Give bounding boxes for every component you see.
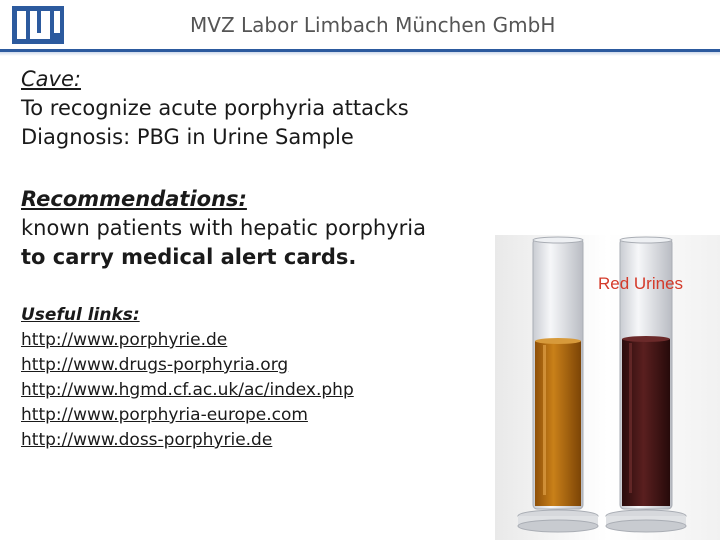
cave-line-2: Diagnosis: PBG in Urine Sample bbox=[21, 125, 354, 149]
recommendations-section bbox=[21, 185, 491, 272]
link-porphyria-europe[interactable]: http://www.porphyria-europe.com bbox=[21, 405, 308, 425]
header-rule-shadow bbox=[0, 52, 720, 56]
cave-section bbox=[21, 65, 491, 152]
limbach-logo-icon bbox=[12, 6, 64, 44]
organization-name: MVZ Labor Limbach München GmbH bbox=[190, 13, 556, 37]
link-doss-porphyrie[interactable]: http://www.doss-porphyrie.de bbox=[21, 430, 273, 450]
header bbox=[0, 0, 720, 56]
link-drugs-porphyria[interactable]: http://www.drugs-porphyria.org bbox=[21, 355, 289, 375]
cave-heading: Cave: bbox=[21, 67, 81, 91]
slide-content bbox=[21, 65, 491, 486]
recommendations-line-1: known patients with hepatic porphyria bbox=[21, 216, 426, 240]
link-hgmd[interactable]: http://www.hgmd.cf.ac.uk/ac/index.php bbox=[21, 380, 354, 400]
link-porphyrie-de[interactable]: http://www.porphyrie.de bbox=[21, 330, 228, 350]
recommendations-line-2: to carry medical alert cards. bbox=[21, 245, 357, 269]
useful-links-heading: Useful links: bbox=[21, 305, 140, 325]
red-urines-label: Red Urines bbox=[598, 274, 684, 293]
useful-links-section bbox=[21, 303, 491, 453]
recommendations-heading: Recommendations: bbox=[21, 187, 247, 211]
cave-line-1: To recognize acute porphyria attacks bbox=[21, 96, 409, 120]
red-urines-photo bbox=[495, 235, 720, 540]
